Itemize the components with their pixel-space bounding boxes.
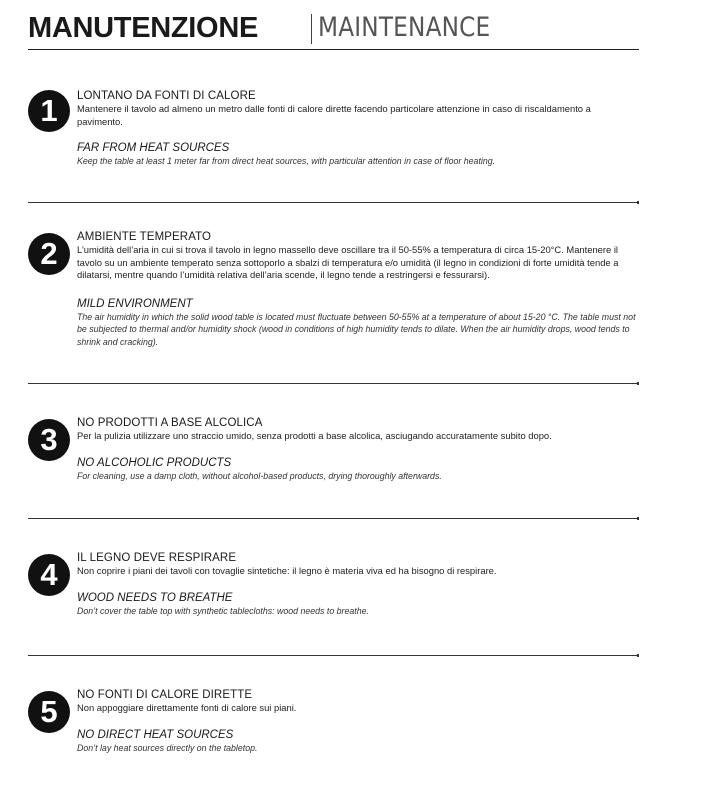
step-number-badge: 2 <box>28 233 70 275</box>
english-description: Keep the table at least 1 meter far from direct heat sources, with particular attention in case of floor heating. <box>77 156 496 166</box>
section-divider <box>28 202 639 203</box>
italian-heading: IL LEGNO DEVE RESPIRARE <box>77 552 237 564</box>
section-divider <box>28 383 639 384</box>
italian-heading: NO PRODOTTI A BASE ALCOLICA <box>77 417 263 429</box>
section-content <box>77 231 639 348</box>
english-description: Don’t cover the table top with synthetic tablecloths: wood needs to breathe. <box>77 605 369 616</box>
step-number-badge: 1 <box>28 90 70 132</box>
english-heading: WOOD NEEDS TO BREATHE <box>77 591 233 604</box>
italian-heading: LONTANO DA FONTI DI CALORE <box>77 90 256 102</box>
section-divider <box>28 655 639 656</box>
english-heading: NO DIRECT HEAT SOURCES <box>77 728 234 741</box>
english-description: For cleaning, use a damp cloth, without alcohol-based products, drying thoroughly afterwards. <box>77 470 442 481</box>
section-content <box>77 689 639 754</box>
italian-description: L’umidità dell’aria in cui si trova il tavolo in legno massello deve oscillare tra il 50-55% a temperatura di circa 15-20°C. Mantenere il tavolo su un ambiente temperato senza sottoporlo a sbalzi di temperatura e/o umidità (il legno in condizioni di forte umidità tende a dilatarsi, mentre quando l’umidità relativa dell’aria scende, il legno tende a restringersi e fessurarsi). <box>77 244 619 280</box>
italian-heading: AMBIENTE TEMPERATO <box>77 231 212 243</box>
page-title-english: MAINTENANCE <box>318 12 491 43</box>
section-content <box>77 90 639 168</box>
italian-description: Per la pulizia utilizzare uno straccio umido, senza prodotti a base alcolica, asciugando accuratamente subito dopo. <box>77 430 552 441</box>
italian-description: Non appoggiare direttamente fonti di calore sui piani. <box>77 702 297 713</box>
english-description: The air humidity in which the solid wood table is located must fluctuate between 50-55% at a temperature of about 15-20 °C. The table must not be subjected to thermal and/or humidity shock (wood in conditions of high humidity tends to dilate. When the air humidity drops, wood tends to shrink and cracking). <box>77 311 636 347</box>
step-number-badge: 3 <box>28 419 70 461</box>
english-heading: MILD ENVIRONMENT <box>77 297 193 310</box>
italian-heading: NO FONTI DI CALORE DIRETTE <box>77 689 253 701</box>
italian-description: Mantenere il tavolo ad almeno un metro dalle fonti di calore dirette facendo particolare attenzione in caso di riscaldamento a pavimento. <box>77 103 591 127</box>
section-content <box>77 417 639 482</box>
english-heading: NO ALCOHOLIC PRODUCTS <box>77 456 232 469</box>
section-divider <box>28 518 639 519</box>
english-heading: FAR FROM HEAT SOURCES <box>77 142 230 154</box>
step-number-badge: 5 <box>28 691 70 733</box>
page-header <box>28 8 639 50</box>
title-separator <box>311 14 312 44</box>
section-content <box>77 552 639 617</box>
page-title-italian: MANUTENZIONE <box>28 12 259 44</box>
english-description: Don’t lay heat sources directly on the tabletop. <box>77 742 258 753</box>
step-number-badge: 4 <box>28 554 70 596</box>
italian-description: Non coprire i piani dei tavoli con tovaglie sintetiche: il legno è materia viva ed ha bisogno di respirare. <box>77 565 497 576</box>
